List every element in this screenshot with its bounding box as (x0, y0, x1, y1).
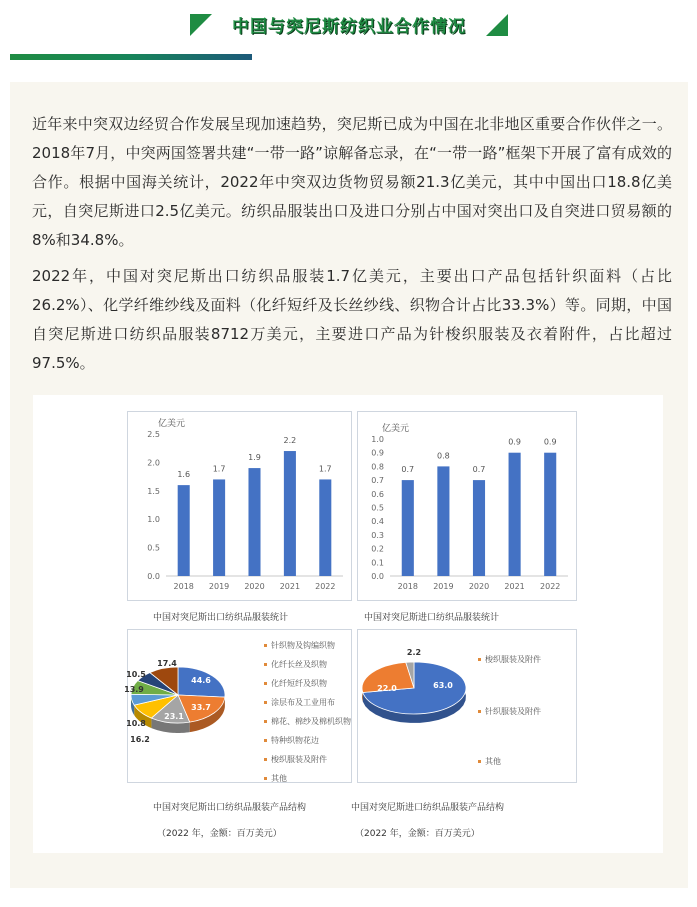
pie-value-label: 23.1 (164, 712, 184, 721)
bar-value-label: 0.7 (472, 465, 486, 475)
bar-2020 (248, 468, 260, 576)
legend-item: 涂层布及工业用布 (264, 693, 351, 712)
legend-item: 化纤长丝及织物 (264, 655, 351, 674)
pie-value-label: 10.8 (126, 719, 146, 728)
header-underline (10, 54, 252, 60)
header-triangle-left-icon (190, 14, 212, 36)
import-pie-chart (358, 630, 578, 784)
bar-2018 (402, 480, 414, 576)
legend-item: 针织服装及附件 (478, 706, 541, 717)
bar-value-label: 1.6 (177, 470, 191, 480)
y-tick-label: 0.5 (147, 543, 160, 553)
bar-2018 (178, 485, 190, 576)
bar-2019 (437, 466, 449, 576)
intro-paragraph: 近年来中突双边经贸合作发展呈现加速趋势，突尼斯已成为中国在北非地区重要合作伙伴之一。2018年7月，中突两国签署共建“一带一路”谅解备忘录，在“一带一路”框架下开展了富有成效的合作。根据中国海关统计，2022年中突双边货物贸易额21.3亿美元，其中中国出口18.8亿美元，自突尼斯进口2.5亿美元。纺织品服装出口及进口分别占中国对突出口及自突进口贸易额的8%和34.8%。 (32, 115, 672, 249)
import-bar-caption: 中国对突尼斯进口纺织品服装统计 (364, 613, 500, 623)
export-bar-caption: 中国对突尼斯出口纺织品服装统计 (153, 613, 289, 623)
x-tick-label: 2021 (504, 582, 525, 591)
y-tick-label: 1.0 (371, 435, 384, 444)
legend-item: 化纤短纤及织物 (264, 674, 351, 693)
bar-value-label: 0.8 (437, 451, 450, 461)
export-pie-note: （2022 年，金额：百万美元） (157, 829, 282, 839)
pie-value-label: 16.2 (130, 735, 150, 744)
x-tick-label: 2022 (315, 582, 336, 591)
export-pie-caption: 中国对突尼斯出口纺织品服装产品结构 (153, 803, 307, 813)
x-tick-label: 2022 (540, 582, 561, 591)
export-pie-legend (264, 636, 351, 788)
y-tick-label: 0.5 (371, 503, 384, 513)
export-bar-chart (128, 412, 353, 602)
y-tick-label: 2.5 (147, 430, 160, 439)
x-tick-label: 2021 (279, 582, 301, 591)
export-pie-panel (124, 629, 352, 783)
y-tick-label: 0.1 (371, 558, 384, 568)
bar-2022 (319, 479, 331, 576)
page-title: 中国与突尼斯纺织业合作情况 (232, 17, 466, 37)
x-tick-label: 2019 (208, 582, 230, 591)
y-tick-label: 0.0 (371, 572, 384, 581)
page-header (0, 0, 697, 66)
bar-2019 (213, 479, 225, 576)
pie-value-label: 13.9 (124, 685, 144, 694)
legend-item: 其他 (264, 769, 351, 788)
bar-2021 (509, 453, 521, 576)
bar-value-label: 0.9 (543, 437, 557, 447)
y-tick-label: 0.0 (147, 572, 160, 581)
y-tick-label: 0.6 (371, 489, 384, 499)
y-tick-label: 0.9 (371, 448, 384, 458)
pie-value-label: 2.2 (406, 648, 422, 657)
legend-item: 特种织物花边 (264, 731, 351, 750)
y-tick-label: 0.2 (371, 544, 384, 554)
x-tick-label: 2019 (433, 582, 454, 591)
legend-item: 棉花、棉纱及棉机织物 (264, 712, 351, 731)
import-pie-caption: 中国对突尼斯进口纺织品服装产品结构 (351, 803, 505, 813)
y-tick-label: 1.5 (147, 486, 160, 496)
pie-value-label: 63.0 (433, 681, 453, 690)
bar-value-label: 1.7 (212, 464, 226, 474)
detail-paragraph: 2022年，中国对突尼斯出口纺织品服装1.7亿美元，主要出口产品包括针织面料（占比26.2%）、化学纤维纱线及面料（化纤短纤及长丝纱线、织物合计占比33.3%）等。同期，中国自突尼斯进口纺织品服装8712万美元，主要进口产品为针梭织服装及衣着附件，占比超过97.5%。 (32, 267, 672, 372)
bar-value-label: 1.9 (248, 453, 261, 463)
pie-value-label: 17.4 (157, 659, 177, 668)
y-tick-label: 0.4 (371, 517, 384, 527)
pie-value-label: 44.6 (191, 676, 211, 685)
y-tick-label: 0.3 (371, 530, 384, 540)
bar-value-label: 1.7 (318, 464, 332, 474)
legend-item: 梭织服装及附件 (478, 654, 541, 665)
legend-item: 梭织服装及附件 (264, 750, 351, 769)
bar-value-label: 2.2 (283, 436, 297, 446)
content-card (10, 82, 688, 888)
import-pie-panel (357, 629, 577, 783)
x-tick-label: 2020 (244, 582, 265, 591)
export-bar-panel (127, 411, 352, 601)
header-triangle-right-icon (486, 14, 508, 36)
y-tick-label: 2.0 (147, 458, 160, 468)
legend-item: 针织物及钩编织物 (264, 636, 351, 655)
bar-value-label: 0.7 (401, 465, 415, 475)
import-bar-panel (357, 411, 577, 601)
y-tick-label: 0.8 (371, 462, 384, 472)
bar-value-label: 0.9 (508, 437, 521, 447)
y-axis-unit-label: 亿美元 (158, 419, 186, 429)
x-tick-label: 2018 (173, 582, 194, 591)
import-pie-note: （2022 年，金额：百万美元） (355, 829, 480, 839)
bar-2022 (544, 453, 556, 576)
pie-value-label: 10.5 (126, 670, 146, 679)
x-tick-label: 2018 (397, 582, 418, 591)
y-axis-unit-label: 亿美元 (382, 424, 410, 434)
import-bar-chart (358, 412, 578, 602)
statistics-figure (33, 395, 663, 853)
y-tick-label: 0.7 (371, 476, 384, 486)
pie-value-label: 33.7 (191, 703, 211, 712)
pie-value-label: 22.0 (377, 684, 397, 693)
bar-2021 (284, 451, 296, 576)
x-tick-label: 2020 (468, 582, 490, 591)
bar-2020 (473, 480, 485, 576)
legend-item: 其他 (478, 756, 501, 767)
y-tick-label: 1.0 (147, 515, 160, 525)
